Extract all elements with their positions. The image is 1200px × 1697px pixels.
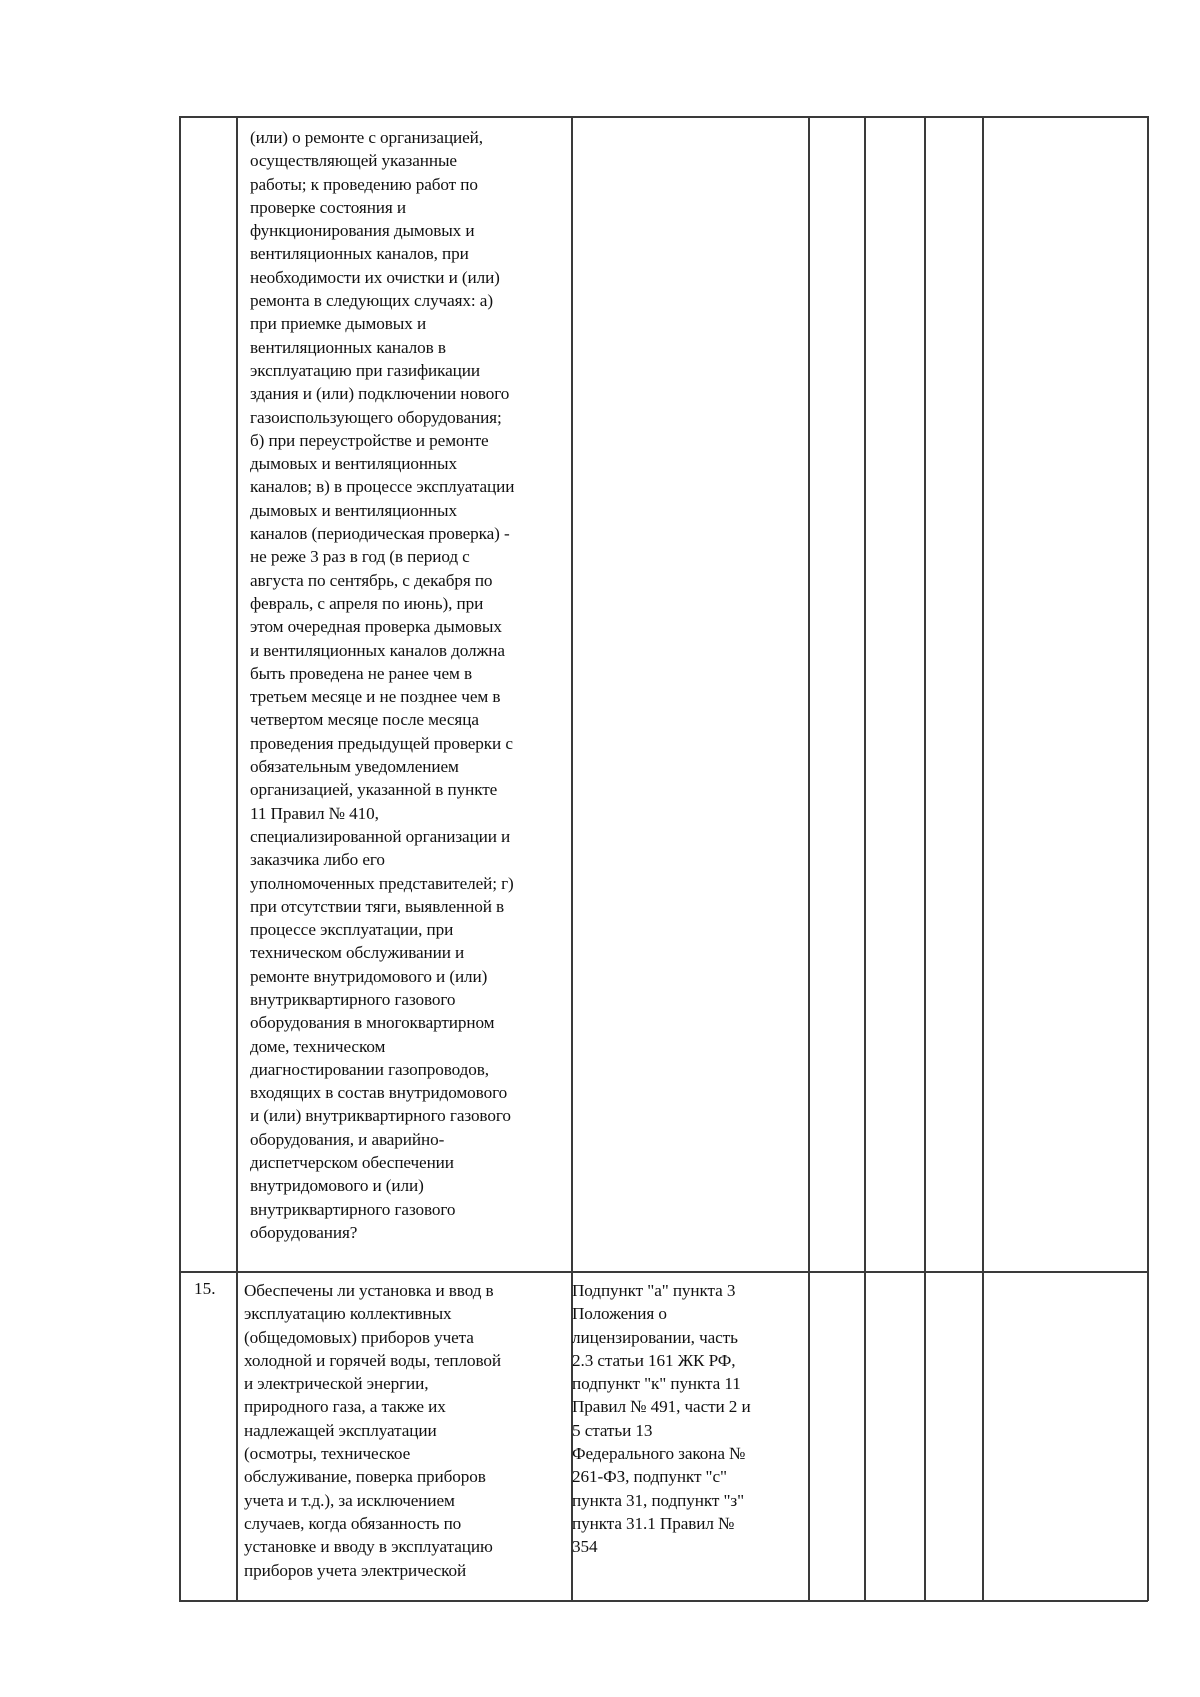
table-border-left bbox=[179, 116, 181, 1601]
column-divider bbox=[982, 116, 984, 1601]
row-number: 15. bbox=[194, 1279, 216, 1298]
legal-reference-text: Подпункт "а" пункта 3 Положения о лицензировании, часть 2.3 статьи 161 ЖК РФ, подпункт "к" пункта 11 Правил № 491, части 2 и 5 статьи 13 Федерального закона № 261-ФЗ, подпункт "с" пункта 31, подпункт "з" пункта 31.1 Правил № 354 bbox=[572, 1281, 751, 1557]
requirement-text: (или) о ремонте с организацией, осуществляющей указанные работы; к проведению работ по проверке состояния и функционирования дымовых и вентиляционных каналов, при необходимости их очистки и (или) ремонта в следующих случаях: а) при приемке дымовых и вентиляционных каналов в эксплуатацию при газификации здания и (или) подключении нового газоиспользующего оборудования; б) при переустройстве и ремонте дымовых и вентиляционных каналов; в) в процессе эксплуатации дымовых и вентиляционных каналов (периодическая проверка) - не реже 3 раз в год (в период с августа по сентябрь, с декабря по февраль, с апреля по июнь), при этом очередная проверка дымовых и вентиляционных каналов должна быть проведена не ранее чем в третьем месяце и не позднее чем в четвертом месяце после месяца проведения предыдущей проверки с обязательным уведомлением организацией, указанной в пункте 11 Правил № 410, специализированной организации и заказчика либо его уполномоченных представителей; г) при отсутствии тяги, выявленной в процессе эксплуатации, при техническом обслуживании и ремонте внутридомового и (или) внутриквартирного газового оборудования в многоквартирном доме, техническом диагностировании газопроводов, входящих в состав внутридомового и (или) внутриквартирного газового оборудования, и аварийно- диспетчерском обеспечении внутридомового и (или) внутриквартирного газового оборудования? bbox=[250, 128, 515, 1242]
table-border-top bbox=[179, 116, 1148, 118]
column-divider bbox=[924, 116, 926, 1601]
row-divider bbox=[179, 1271, 1148, 1273]
table-border-bottom bbox=[179, 1600, 1148, 1602]
requirement-text: Обеспечены ли установка и ввод в эксплуатацию коллективных (общедомовых) приборов учета холодной и горячей воды, тепловой и электрической энергии, природного газа, а также их надлежащей эксплуатации (осмотры, техническое обслуживание, поверка приборов учета и т.д.), за исключением случаев, когда обязанность по установке и вводу в эксплуатацию приборов учета электрической bbox=[244, 1281, 501, 1580]
column-divider bbox=[236, 116, 238, 1601]
column-divider bbox=[864, 116, 866, 1601]
table-border-right bbox=[1147, 116, 1149, 1601]
column-divider bbox=[808, 116, 810, 1601]
